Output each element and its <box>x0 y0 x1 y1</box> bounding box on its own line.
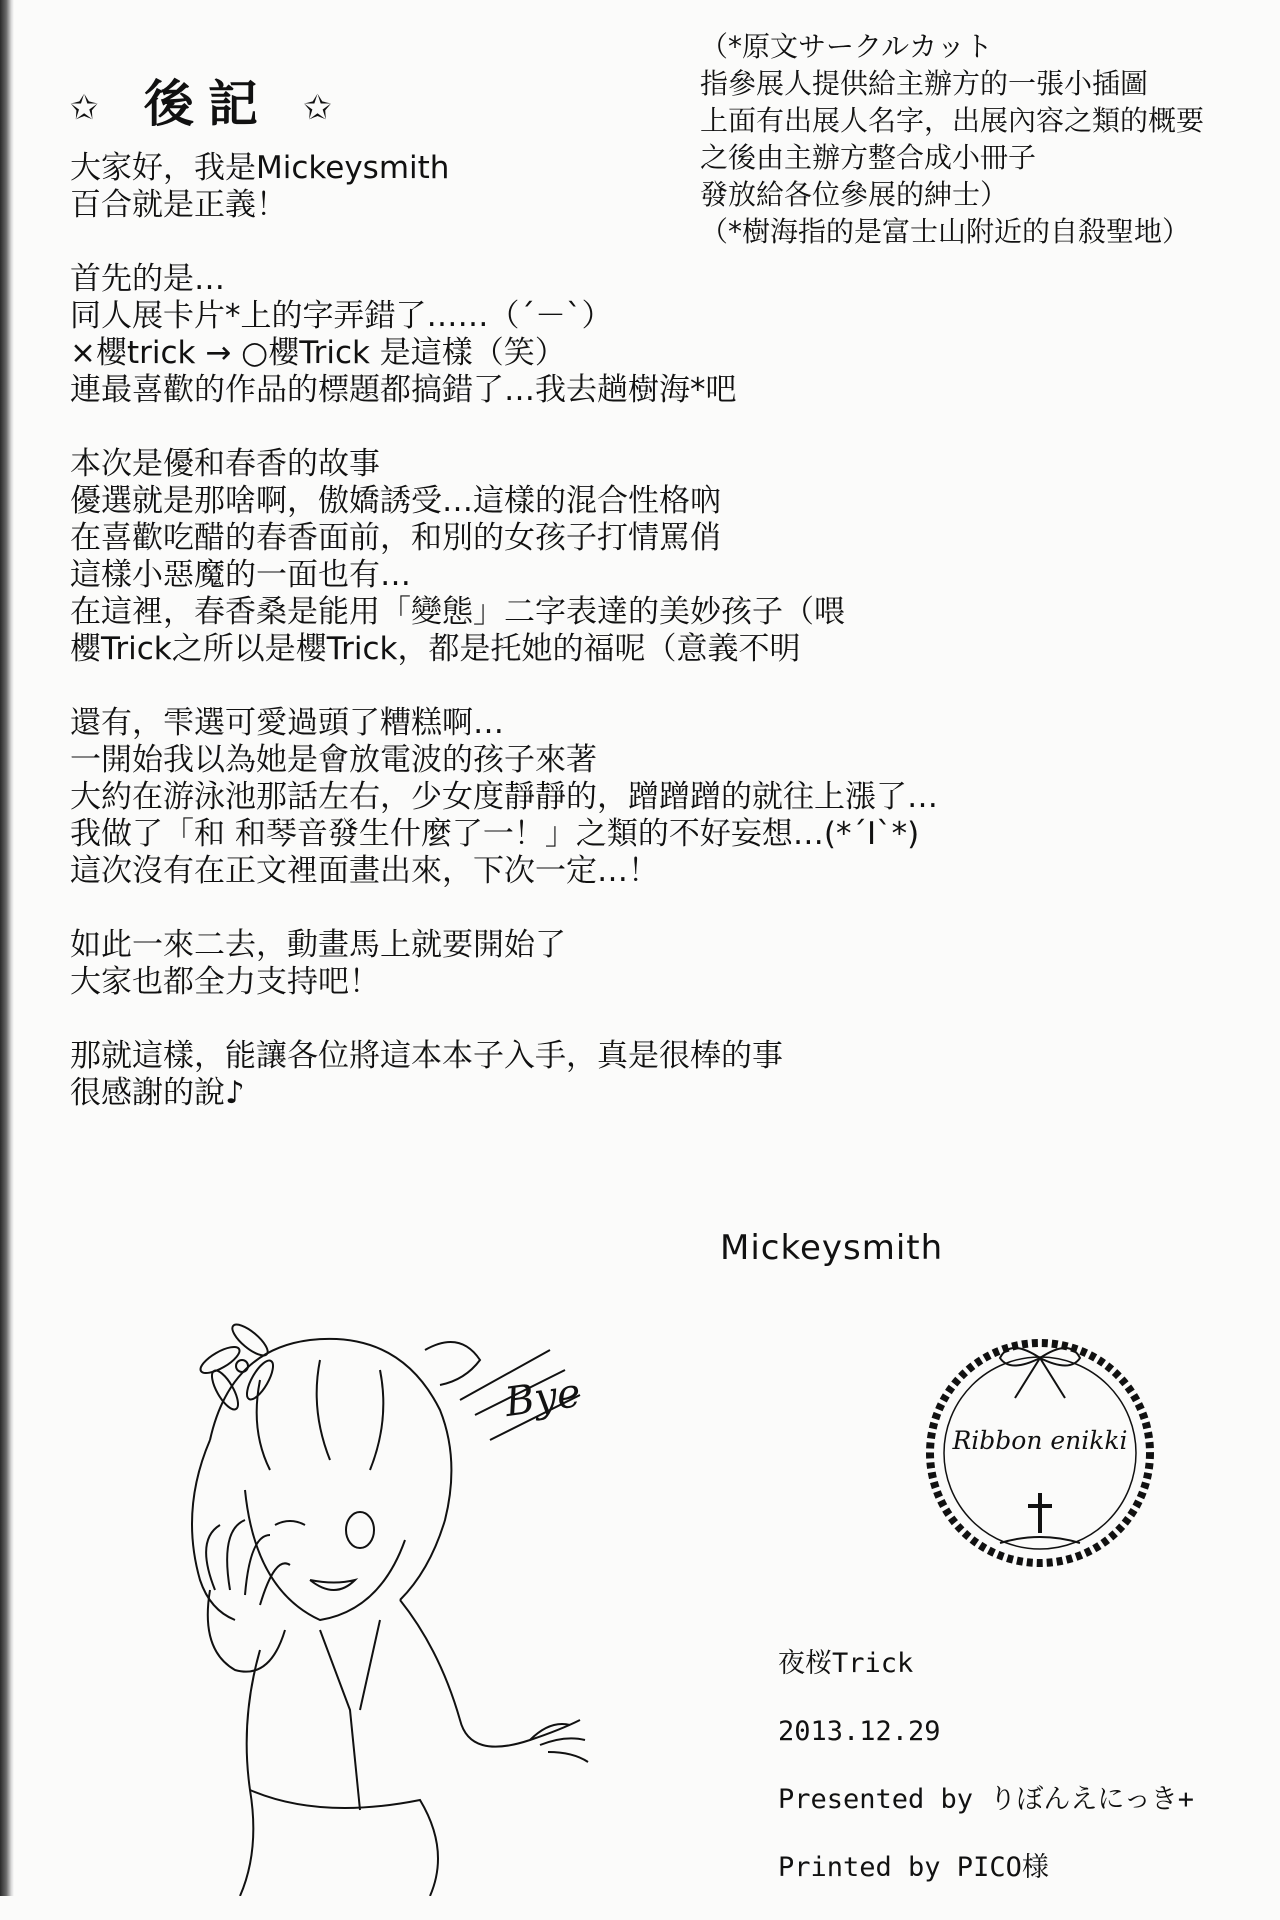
paragraph-story <box>70 446 1130 668</box>
title-star-right: ✩ <box>303 87 346 128</box>
note-line: 上面有出展人名字，出展內容之類的概要 <box>700 104 1205 137</box>
text-line: ×櫻trick → ○櫻Trick 是這樣（笑） <box>70 335 566 371</box>
text-line: 這次沒有在正文裡面畫出來，下次一定…！ <box>70 853 659 889</box>
waving-girl-illustration <box>60 1290 680 1896</box>
note-line: （*樹海指的是富士山附近的自殺聖地） <box>700 215 1191 248</box>
text-line: 大家也都全力支持吧！ <box>70 964 380 1000</box>
colophon-date: 2013.12.29 <box>778 1716 941 1747</box>
title-star-left: ✩ <box>70 87 113 128</box>
text-line: 同人展卡片*上的字弄錯了……（´－`） <box>70 298 613 334</box>
afterword-body <box>70 150 1130 1149</box>
text-line: 我做了「和 和琴音發生什麼了一！」之類的不好妄想…(*´I`*) <box>70 816 920 852</box>
text-line: 這樣小惡魔的一面也有… <box>70 557 411 593</box>
colophon-printed-by: Printed by PICO様 <box>778 1852 1049 1883</box>
colophon-title: 夜桜Trick <box>778 1648 914 1679</box>
colophon-presented-by: Presented by りぼんえにっき+ <box>778 1784 1195 1815</box>
note-line: 指參展人提供給主辦方的一張小插圖 <box>700 67 1149 100</box>
book-spine-shadow <box>0 0 14 1896</box>
note-line: 發放給各位參展的紳士） <box>700 178 1009 211</box>
text-line: 優選就是那啥啊，傲嬌誘受…這樣的混合性格吶 <box>70 483 721 519</box>
text-line: 一開始我以為她是會放電波的孩子來著 <box>70 742 597 778</box>
text-line: 如此一來二去，動畫馬上就要開始了 <box>70 927 566 963</box>
note-line: （*原文サークルカット <box>700 30 993 63</box>
text-line: 在喜歡吃醋的春香面前，和別的女孩子打情罵俏 <box>70 520 721 556</box>
paragraph-greeting <box>70 150 1130 224</box>
title-text: 後記 <box>143 75 272 133</box>
author-signature: Mickeysmith <box>720 1228 944 1268</box>
text-line: 很感謝的說♪ <box>70 1075 245 1111</box>
text-line: 連最喜歡的作品的標題都搞錯了…我去趟樹海*吧 <box>70 372 737 408</box>
text-line: 大約在游泳池那話左右，少女度靜靜的，蹭蹭蹭的就往上漲了… <box>70 779 938 815</box>
paragraph-anime <box>70 927 1130 1001</box>
bye-speech: Bye <box>502 1369 584 1427</box>
text-line: 大家好，我是Mickeysmith <box>70 150 450 186</box>
text-line: 百合就是正義！ <box>70 187 287 223</box>
text-line: 首先的是… <box>70 261 225 297</box>
text-line: 櫻Trick之所以是櫻Trick，都是托她的福呢（意義不明 <box>70 631 801 667</box>
circle-logo <box>910 1318 1170 1578</box>
flower-clip-icon <box>197 1320 278 1413</box>
paragraph-thanks <box>70 1038 1130 1112</box>
paragraph-shizuku <box>70 705 1130 890</box>
colophon <box>778 1648 1194 1920</box>
text-line: 本次是優和春香的故事 <box>70 446 380 482</box>
text-line: 還有，雫選可愛過頭了糟糕啊… <box>70 705 504 741</box>
note-line: 之後由主辦方整合成小冊子 <box>700 141 1037 174</box>
text-line: 在這裡，春香桑是能用「變態」二字表達的美妙孩子（喂 <box>70 594 845 630</box>
page-title <box>70 64 346 136</box>
logo-text: Ribbon enikki <box>952 1426 1128 1455</box>
paragraph-mistake <box>70 261 1130 409</box>
text-line: 那就這樣，能讓各位將這本本子入手，真是很棒的事 <box>70 1038 783 1074</box>
